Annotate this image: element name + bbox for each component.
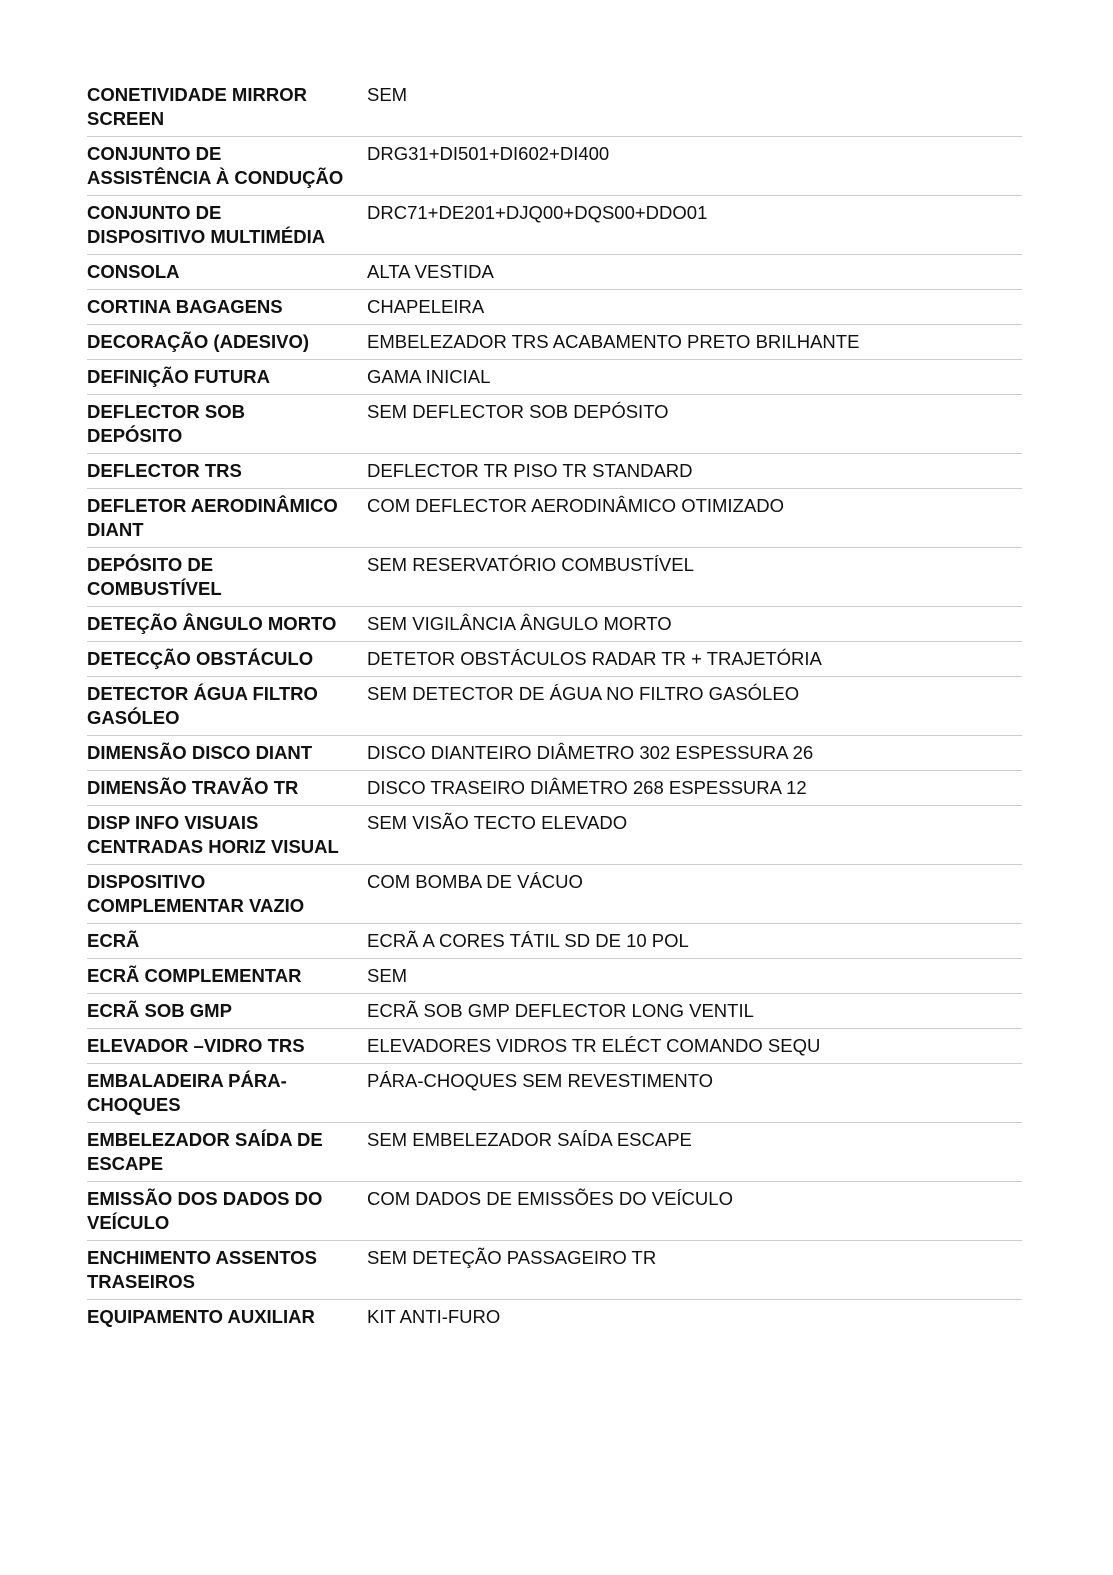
table-row [87, 548, 1022, 607]
table-row [87, 454, 1022, 489]
spec-table [87, 78, 1022, 1334]
spec-value: SEM RESERVATÓRIO COMBUSTÍVEL [367, 554, 694, 575]
spec-value: SEM DETECTOR DE ÁGUA NO FILTRO GASÓLEO [367, 683, 800, 704]
spec-label: CONETIVIDADE MIRROR SCREEN [87, 84, 307, 129]
spec-value: DISCO DIANTEIRO DIÂMETRO 302 ESPESSURA 26 [367, 742, 814, 763]
table-row [87, 771, 1022, 806]
spec-label: DETECÇÃO OBSTÁCULO [87, 648, 314, 669]
spec-label: EMBELEZADOR SAÍDA DE ESCAPE [87, 1129, 323, 1174]
spec-label: DEFLECTOR SOB DEPÓSITO [87, 401, 245, 446]
table-row [87, 865, 1022, 924]
table-row [87, 642, 1022, 677]
table-row [87, 255, 1022, 290]
table-row [87, 1029, 1022, 1064]
spec-label: ECRÃ SOB GMP [87, 1000, 232, 1021]
spec-label: ECRÃ [87, 930, 140, 951]
spec-label: DETECTOR ÁGUA FILTRO GASÓLEO [87, 683, 318, 728]
table-row [87, 677, 1022, 736]
table-row [87, 1123, 1022, 1182]
spec-label: EMISSÃO DOS DADOS DO VEÍCULO [87, 1188, 323, 1233]
table-row [87, 994, 1022, 1029]
spec-label: EMBALADEIRA PÁRA- CHOQUES [87, 1070, 287, 1115]
spec-value: COM DEFLECTOR AERODINÂMICO OTIMIZADO [367, 495, 784, 516]
spec-value: GAMA INICIAL [367, 366, 491, 387]
table-row [87, 1300, 1022, 1334]
spec-value: DRC71+DE201+DJQ00+DQS00+DDO01 [367, 202, 708, 223]
spec-label: ECRÃ COMPLEMENTAR [87, 965, 302, 986]
table-row [87, 1241, 1022, 1300]
spec-label: DEFLECTOR TRS [87, 460, 242, 481]
spec-label: CORTINA BAGAGENS [87, 296, 283, 317]
spec-value: SEM DEFLECTOR SOB DEPÓSITO [367, 401, 669, 422]
spec-label: ENCHIMENTO ASSENTOS TRASEIROS [87, 1247, 317, 1292]
spec-label: DIMENSÃO DISCO DIANT [87, 742, 313, 763]
spec-value: DRG31+DI501+DI602+DI400 [367, 143, 610, 164]
table-row [87, 806, 1022, 865]
table-row [87, 395, 1022, 454]
spec-label: DECORAÇÃO (ADESIVO) [87, 331, 310, 352]
spec-label: DEPÓSITO DE COMBUSTÍVEL [87, 554, 222, 599]
table-row [87, 78, 1022, 137]
table-row [87, 360, 1022, 395]
spec-label: CONJUNTO DE DISPOSITIVO MULTIMÉDIA [87, 202, 326, 247]
table-row [87, 196, 1022, 255]
spec-label: DEFINIÇÃO FUTURA [87, 366, 270, 387]
spec-label: DETEÇÃO ÂNGULO MORTO [87, 613, 337, 634]
spec-value: SEM [367, 84, 408, 105]
spec-label: DISPOSITIVO COMPLEMENTAR VAZIO [87, 871, 305, 916]
spec-label: EQUIPAMENTO AUXILIAR [87, 1306, 315, 1327]
spec-label: DIMENSÃO TRAVÃO TR [87, 777, 299, 798]
spec-label: DEFLETOR AERODINÂMICO DIANT [87, 495, 338, 540]
spec-label: CONSOLA [87, 261, 180, 282]
spec-value: CHAPELEIRA [367, 296, 485, 317]
spec-value: KIT ANTI-FURO [367, 1306, 501, 1327]
spec-label: ELEVADOR –VIDRO TRS [87, 1035, 305, 1056]
table-row [87, 137, 1022, 196]
spec-value: ECRÃ A CORES TÁTIL SD DE 10 POL [367, 930, 689, 951]
spec-value: SEM VISÃO TECTO ELEVADO [367, 812, 628, 833]
spec-value: COM BOMBA DE VÁCUO [367, 871, 583, 892]
spec-value: DETETOR OBSTÁCULOS RADAR TR + TRAJETÓRIA [367, 648, 822, 669]
spec-label: DISP INFO VISUAIS CENTRADAS HORIZ VISUAL [87, 812, 339, 857]
spec-value: ELEVADORES VIDROS TR ELÉCT COMANDO SEQU [367, 1035, 821, 1056]
spec-value: ALTA VESTIDA [367, 261, 494, 282]
table-row [87, 1182, 1022, 1241]
table-row [87, 1064, 1022, 1123]
table-row [87, 290, 1022, 325]
spec-value: SEM VIGILÂNCIA ÂNGULO MORTO [367, 613, 672, 634]
spec-label: CONJUNTO DE ASSISTÊNCIA À CONDUÇÃO [87, 143, 344, 188]
table-row [87, 607, 1022, 642]
table-row [87, 959, 1022, 994]
table-row [87, 736, 1022, 771]
table-row [87, 924, 1022, 959]
table-row [87, 489, 1022, 548]
spec-value: DISCO TRASEIRO DIÂMETRO 268 ESPESSURA 12 [367, 777, 807, 798]
spec-value: ECRÃ SOB GMP DEFLECTOR LONG VENTIL [367, 1000, 754, 1021]
spec-value: DEFLECTOR TR PISO TR STANDARD [367, 460, 693, 481]
spec-value: SEM EMBELEZADOR SAÍDA ESCAPE [367, 1129, 692, 1150]
table-row [87, 325, 1022, 360]
spec-value: SEM DETEÇÃO PASSAGEIRO TR [367, 1247, 657, 1268]
spec-value: PÁRA-CHOQUES SEM REVESTIMENTO [367, 1070, 714, 1091]
spec-value: SEM [367, 965, 408, 986]
spec-value: EMBELEZADOR TRS ACABAMENTO PRETO BRILHANTE [367, 331, 860, 352]
spec-value: COM DADOS DE EMISSÕES DO VEÍCULO [367, 1188, 733, 1209]
